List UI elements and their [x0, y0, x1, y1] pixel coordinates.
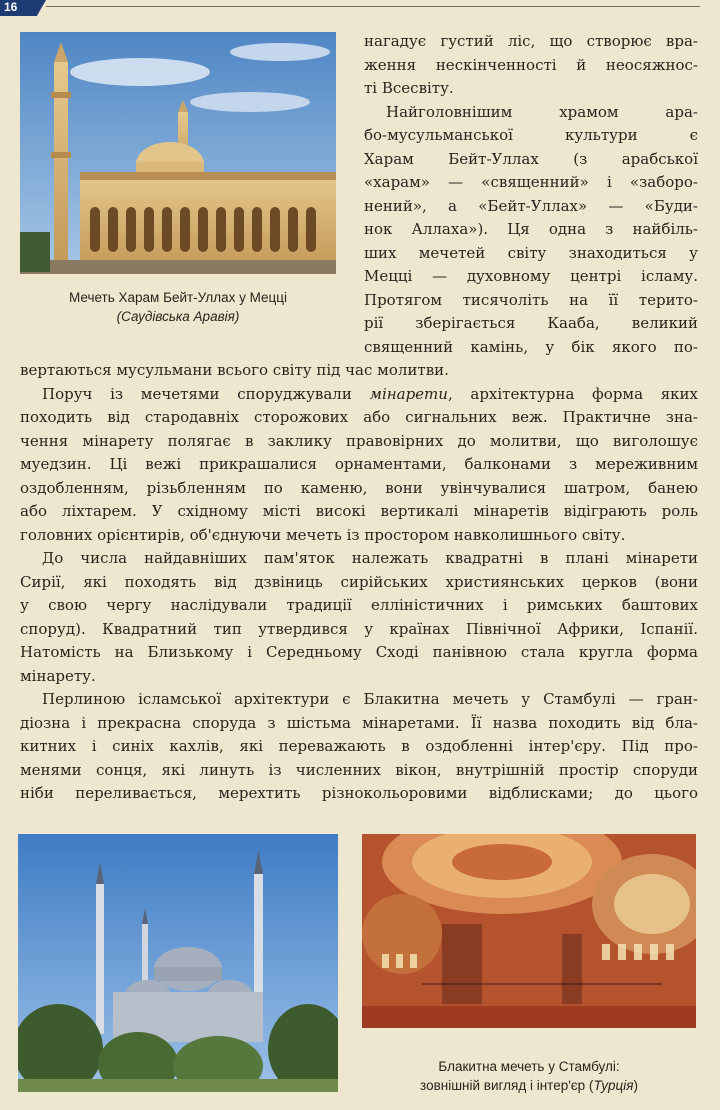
text-line: діозна і прекрасна споруда з шістьма мінаретами. Її назва походить від бла-: [20, 713, 698, 732]
text-line: або ліхтарем. У східному місті високі вертикалі мінаретів відіграють роль: [20, 502, 698, 520]
text-line: рії зберігається Кааба, великий: [364, 314, 698, 332]
text-line: священний камінь, у бік якого по-: [364, 337, 698, 356]
body-text: [20, 359, 698, 806]
text-run: ): [633, 1078, 638, 1093]
text-run: Поруч із мечетями споруджували: [42, 384, 370, 403]
text-line: нений», а «Бейт-Уллах» — «Буди-: [364, 196, 698, 215]
text-line: вертаються мусульмани всього світу під час молитви.: [20, 361, 449, 379]
text-line: ших мечетей світу знаходиться у: [364, 243, 698, 262]
paragraph-1-first-line: [20, 383, 698, 407]
fig1-caption: [20, 288, 336, 326]
text-line: чення мінарету полягає в заклику правовірних до молитви, що виголошує: [20, 431, 698, 450]
text-line: ті Всесвіту.: [364, 79, 454, 97]
top-rule: [46, 6, 700, 7]
text-line: ження нескінченності й неосяжнос-: [364, 55, 698, 74]
country-turkey: Турція: [593, 1078, 634, 1093]
text-line: Протягом тисячоліть на її терито-: [364, 290, 698, 309]
mecca-mosque-photo: [20, 32, 336, 274]
text-line: бо-мусульманської культури є: [364, 126, 698, 144]
right-column-text: [364, 30, 698, 359]
text-run: , архітектурна форма яких: [447, 384, 699, 403]
text-line: мінарету.: [20, 666, 96, 685]
text-line: Перлиною ісламської архітектури є Блакитна мечеть у Стамбулі — гран-: [42, 690, 698, 708]
text-line: До числа найдавніших пам'яток належать квадратні в плані мінарети: [42, 549, 698, 567]
text-line: Сирії, які походять від дзвіниць сирійських християнських церков (вони: [20, 572, 698, 591]
text-line: оздобленням, різьбленням по каменю, вони увінчувалися шатром, банею: [20, 478, 698, 497]
text-line: Мецці — духовному центрі ісламу.: [364, 267, 698, 285]
text-line: нок Аллаха»). Ця одна з найбіль-: [364, 220, 698, 238]
term-minarets: мінарети: [369, 384, 448, 403]
text-line: нагадує густий ліс, що створює вра-: [364, 32, 698, 50]
text-line: менями сонця, які линуть із численних вікон, внутрішній простір споруди: [20, 760, 698, 779]
text-line: муедзин. Ці вежі прикрашалися орнаментами, балконами з мереживним: [20, 455, 698, 473]
blue-mosque-exterior-photo: [18, 834, 338, 1092]
text-line: Харам Бейт-Уллах (з арабської: [364, 149, 698, 168]
fig2-caption: [362, 1057, 696, 1095]
text-line: походить від стародавніх сторожових або сигнальних веж. Практичне зна-: [20, 408, 698, 426]
text-line: Натомість на Близькому і Середньому Сході панівною стала кругла форма: [20, 643, 698, 661]
text-line: «харам» — «священний» і «заборо-: [364, 173, 698, 191]
fig2-caption-line1: Блакитна мечеть у Стамбулі:: [438, 1059, 620, 1074]
text-line: Найголовнішим храмом ара-: [386, 102, 698, 121]
text-run: зовнішній вигляд і інтер'єр (: [420, 1078, 594, 1093]
blue-mosque-interior-photo: [362, 834, 696, 1028]
page-number: 16: [4, 0, 18, 14]
text-line: споруд). Квадратний тип утвердився у країнах Північної Африки, Іспанії.: [20, 619, 698, 638]
fig1-caption-line1: Мечеть Харам Бейт-Уллах у Мецці: [69, 290, 287, 305]
fig2-caption-line2: [362, 1076, 696, 1095]
text-line: китних і синіх кахлів, які переважають в оздобленні інтер'єру. Під про-: [20, 737, 698, 755]
text-line: ніби переливається, мерехтить різнокольоровими відблисками; до цього: [20, 784, 698, 802]
fig1-caption-line2: (Саудівська Аравія): [116, 309, 240, 324]
text-line: у свою чергу наслідували традиції елліністичних і римських баштових: [20, 596, 698, 614]
text-line: головних орієнтирів, об'єднуючи мечеть із простором навколишнього світу.: [20, 525, 626, 544]
